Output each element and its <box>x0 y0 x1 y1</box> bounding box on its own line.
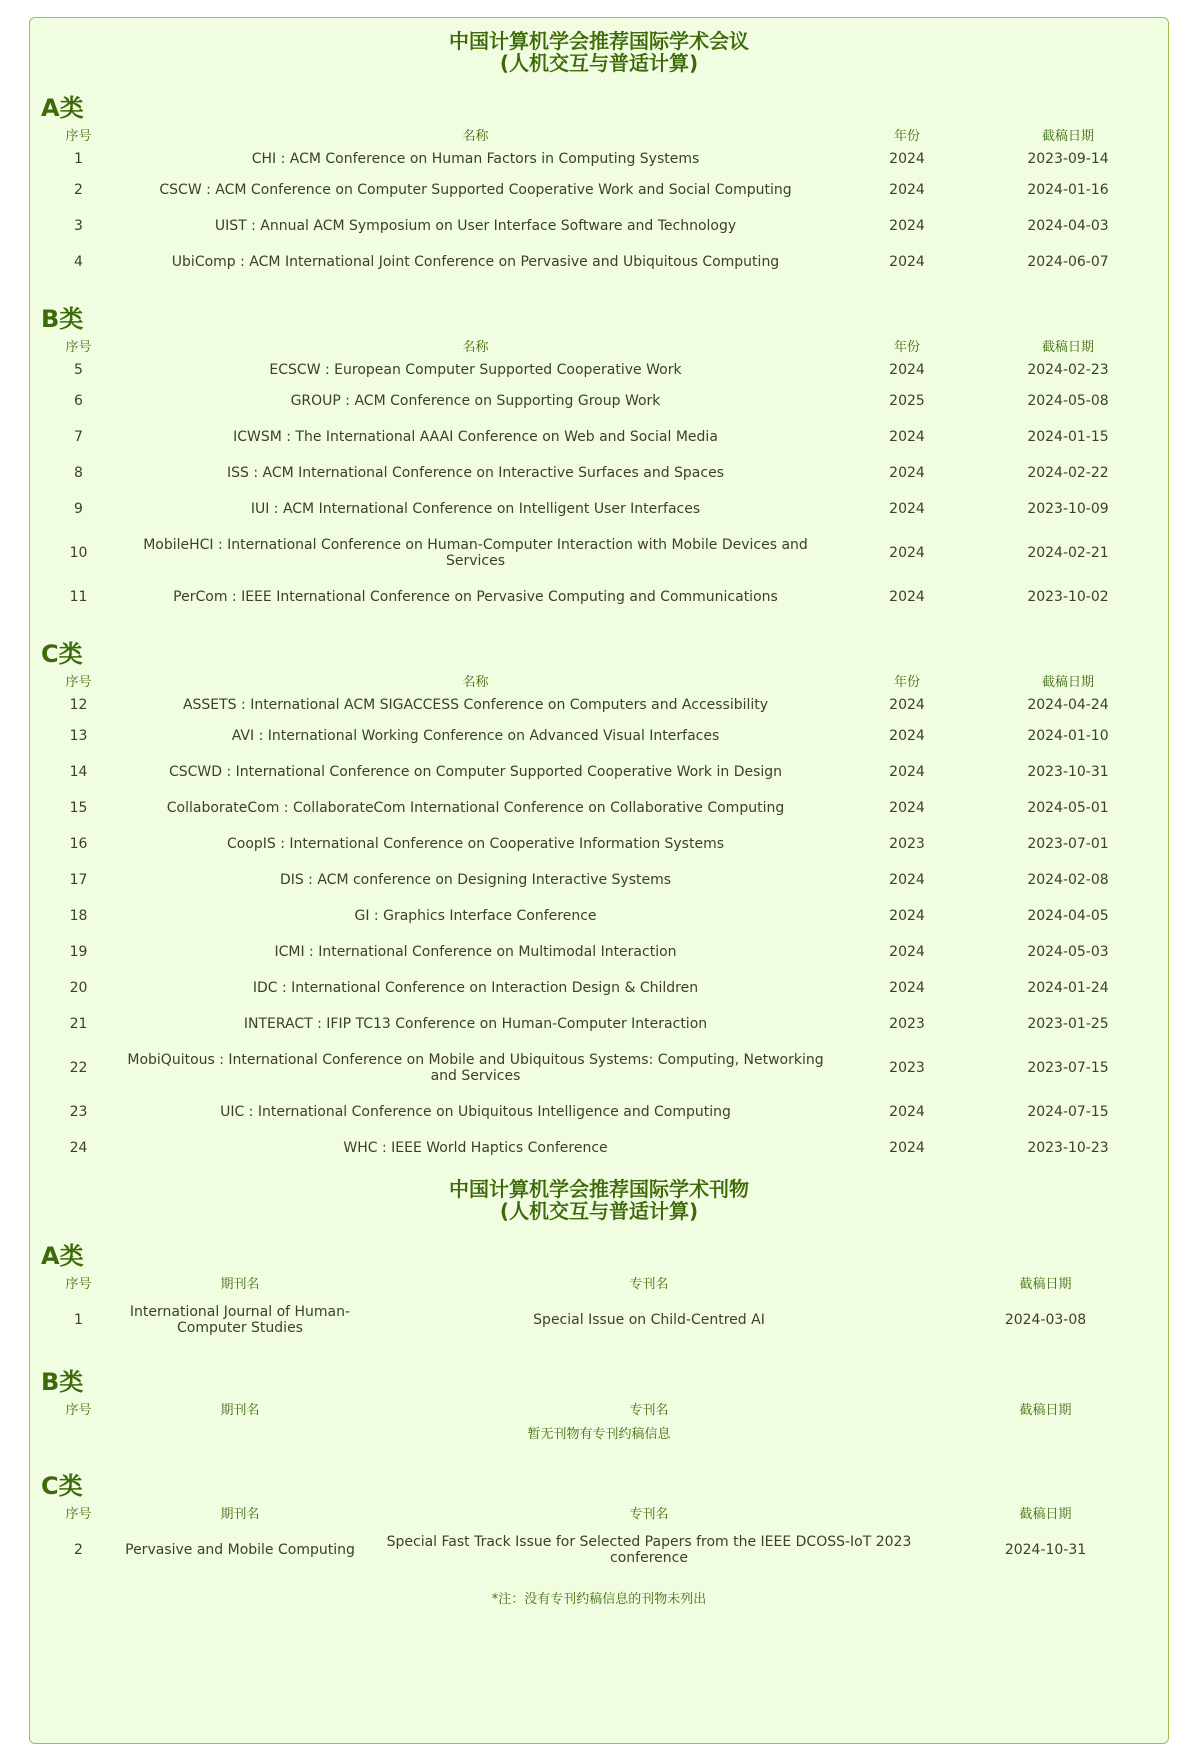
row-deadline: 2024-05-01 <box>1027 800 1109 816</box>
row-deadline: 2024-04-24 <box>1027 697 1109 713</box>
col-name-header: 名称 <box>462 128 489 144</box>
row-year: 2024 <box>889 908 925 924</box>
col-name-header: 名称 <box>462 674 489 690</box>
table-row <box>41 244 1157 280</box>
table-row <box>41 172 1157 208</box>
row-year: 2024 <box>889 545 925 561</box>
row-deadline: 2024-03-08 <box>1004 1312 1087 1328</box>
row-no: 7 <box>74 429 83 445</box>
row-no: 23 <box>69 1104 88 1120</box>
row-deadline: 2024-02-08 <box>1027 872 1109 888</box>
row-name: CSCW : ACM Conference on Computer Supported Cooperative Work and Social Computing <box>159 182 792 198</box>
row-year: 2024 <box>889 1104 925 1120</box>
table-row <box>41 1094 1157 1130</box>
conference-b-heading: B类 <box>41 305 84 333</box>
row-no: 17 <box>69 872 88 888</box>
col-issue-header: 专刊名 <box>629 1506 669 1522</box>
row-no: 4 <box>74 254 83 270</box>
row-name: ICWSM : The International AAAI Conference on Web and Social Media <box>233 429 718 445</box>
col-year-header: 年份 <box>893 674 920 690</box>
row-no: 22 <box>69 1060 88 1076</box>
col-no-header: 序号 <box>65 128 92 144</box>
row-year: 2024 <box>889 1140 925 1156</box>
row-no: 19 <box>69 944 88 960</box>
empty-row <box>41 1420 1157 1450</box>
row-issue: Special Fast Track Issue for Selected Papers from the IEEE DCOSS-IoT 2023 conference <box>386 1534 912 1566</box>
journal-a-table <box>41 1270 1157 1346</box>
row-deadline: 2023-07-01 <box>1027 836 1109 852</box>
table-row <box>41 718 1157 754</box>
journal-c-heading: C类 <box>41 1472 83 1500</box>
journal-a-heading: A类 <box>41 1242 84 1270</box>
table-row <box>41 383 1157 419</box>
conference-a-table <box>41 122 1157 280</box>
row-deadline: 2024-02-21 <box>1027 545 1109 561</box>
row-name: ISS : ACM International Conference on Interactive Surfaces and Spaces <box>227 465 724 481</box>
row-year: 2023 <box>889 836 925 852</box>
table-row <box>41 1130 1157 1166</box>
row-name: GI : Graphics Interface Conference <box>354 908 597 924</box>
row-year: 2024 <box>889 429 925 445</box>
col-no-header: 序号 <box>65 1506 92 1522</box>
row-name: CHI : ACM Conference on Human Factors in Computing Systems <box>251 151 700 167</box>
journal-b-heading: B类 <box>41 1368 84 1396</box>
col-year-header: 年份 <box>893 128 920 144</box>
table-row <box>41 934 1157 970</box>
row-no: 6 <box>74 393 83 409</box>
row-no: 12 <box>69 697 88 713</box>
table-row <box>41 455 1157 491</box>
col-no-header: 序号 <box>65 674 92 690</box>
row-deadline: 2024-04-03 <box>1027 218 1109 234</box>
table-row <box>41 146 1157 172</box>
col-journal-header: 期刊名 <box>220 1506 260 1522</box>
col-journal-header: 期刊名 <box>220 1402 260 1418</box>
row-deadline: 2024-05-03 <box>1027 944 1109 960</box>
row-name: CoopIS : International Conference on Cooperative Information Systems <box>226 836 725 852</box>
table-row <box>41 357 1157 383</box>
table-row <box>41 579 1157 615</box>
row-year: 2024 <box>889 362 925 378</box>
col-deadline-header: 截稿日期 <box>1019 1276 1072 1292</box>
row-year: 2024 <box>889 501 925 517</box>
row-year: 2024 <box>889 872 925 888</box>
row-name: IUI : ACM International Conference on Intelligent User Interfaces <box>250 501 701 517</box>
row-year: 2024 <box>889 254 925 270</box>
table-row <box>41 826 1157 862</box>
row-issue: Special Issue on Child-Centred AI <box>533 1312 765 1328</box>
row-no: 11 <box>69 589 88 605</box>
table-row <box>41 862 1157 898</box>
row-no: 1 <box>74 1312 83 1328</box>
row-journal: Pervasive and Mobile Computing <box>125 1542 355 1558</box>
journal-b-table <box>41 1396 1157 1450</box>
table-row <box>41 527 1157 579</box>
row-year: 2024 <box>889 944 925 960</box>
conference-b-table <box>41 333 1157 615</box>
row-name: UbiComp : ACM International Joint Conference on Pervasive and Ubiquitous Computing <box>171 254 780 270</box>
row-deadline: 2024-02-23 <box>1027 362 1109 378</box>
row-deadline: 2023-07-15 <box>1027 1060 1109 1076</box>
row-no: 2 <box>74 1542 83 1558</box>
col-journal-header: 期刊名 <box>220 1276 260 1292</box>
row-name: GROUP : ACM Conference on Supporting Group Work <box>290 393 661 409</box>
conference-c-table <box>41 668 1157 1166</box>
content-panel <box>29 17 1169 1744</box>
row-year: 2023 <box>889 1060 925 1076</box>
row-name: INTERACT : IFIP TC13 Conference on Human-Computer Interaction <box>243 1016 708 1032</box>
row-year: 2024 <box>889 697 925 713</box>
row-deadline: 2024-10-31 <box>1004 1542 1087 1558</box>
col-issue-header: 专刊名 <box>629 1402 669 1418</box>
row-year: 2024 <box>889 182 925 198</box>
row-no: 18 <box>69 908 88 924</box>
table-row <box>41 898 1157 934</box>
conference-title: 中国计算机学会推荐国际学术会议 <box>449 29 749 53</box>
row-year: 2024 <box>889 728 925 744</box>
row-deadline: 2023-10-31 <box>1027 764 1109 780</box>
row-name: WHC : IEEE World Haptics Conference <box>343 1140 608 1156</box>
row-name: ECSCW : European Computer Supported Cooperative Work <box>269 362 682 378</box>
row-no: 8 <box>74 465 83 481</box>
row-no: 9 <box>74 501 83 517</box>
conference-subtitle: (人机交互与普适计算) <box>499 51 699 75</box>
col-deadline-header: 截稿日期 <box>1041 128 1094 144</box>
row-year: 2025 <box>889 393 925 409</box>
row-name: MobileHCI : International Conference on Human-Computer Interaction with Mobile Devices and Services <box>143 537 808 569</box>
row-deadline: 2024-07-15 <box>1027 1104 1109 1120</box>
journal-subtitle: (人机交互与普适计算) <box>499 1199 699 1223</box>
row-year: 2024 <box>889 151 925 167</box>
row-no: 10 <box>69 545 88 561</box>
journal-c-table <box>41 1500 1157 1576</box>
table-row <box>41 1524 1157 1576</box>
row-year: 2024 <box>889 465 925 481</box>
table-row <box>41 754 1157 790</box>
col-year-header: 年份 <box>893 339 920 355</box>
row-no: 20 <box>69 980 88 996</box>
col-issue-header: 专刊名 <box>629 1276 669 1292</box>
row-deadline: 2024-02-22 <box>1027 465 1109 481</box>
row-deadline: 2023-09-14 <box>1027 151 1109 167</box>
row-no: 15 <box>69 800 88 816</box>
row-deadline: 2024-01-24 <box>1027 980 1109 996</box>
row-deadline: 2024-04-05 <box>1027 908 1109 924</box>
col-no-header: 序号 <box>65 1402 92 1418</box>
row-deadline: 2024-06-07 <box>1027 254 1109 270</box>
col-no-header: 序号 <box>65 1276 92 1292</box>
row-no: 24 <box>69 1140 88 1156</box>
row-no: 21 <box>69 1016 88 1032</box>
row-year: 2024 <box>889 764 925 780</box>
journal-title: 中国计算机学会推荐国际学术刊物 <box>449 1177 749 1201</box>
row-deadline: 2023-10-09 <box>1027 501 1109 517</box>
row-name: ICMI : International Conference on Multimodal Interaction <box>274 944 677 960</box>
row-no: 13 <box>69 728 88 744</box>
row-year: 2023 <box>889 1016 925 1032</box>
table-row <box>41 692 1157 718</box>
table-row <box>41 790 1157 826</box>
col-deadline-header: 截稿日期 <box>1019 1402 1072 1418</box>
col-deadline-header: 截稿日期 <box>1041 339 1094 355</box>
col-deadline-header: 截稿日期 <box>1019 1506 1072 1522</box>
row-name: PerCom : IEEE International Conference on Pervasive Computing and Communications <box>173 589 778 605</box>
row-name: DIS : ACM conference on Designing Interactive Systems <box>279 872 672 888</box>
row-deadline: 2024-01-16 <box>1027 182 1109 198</box>
row-name: UIST : Annual ACM Symposium on User Interface Software and Technology <box>214 218 737 234</box>
empty-message: 暂无刊物有专刊约稿信息 <box>527 1427 671 1442</box>
row-name: IDC : International Conference on Interaction Design & Children <box>252 980 699 996</box>
row-deadline: 2023-10-23 <box>1027 1140 1109 1156</box>
row-deadline: 2024-01-15 <box>1027 429 1109 445</box>
row-name: AVI : International Working Conference on Advanced Visual Interfaces <box>231 728 720 744</box>
table-row <box>41 1006 1157 1042</box>
row-deadline: 2024-01-10 <box>1027 728 1109 744</box>
table-row <box>41 491 1157 527</box>
table-row <box>41 1042 1157 1094</box>
row-journal: International Journal of Human-Computer Studies <box>129 1304 351 1336</box>
row-deadline: 2023-10-02 <box>1027 589 1109 605</box>
row-name: CSCWD : International Conference on Computer Supported Cooperative Work in Design <box>168 764 783 780</box>
row-no: 14 <box>69 764 88 780</box>
row-year: 2024 <box>889 800 925 816</box>
row-name: ASSETS : International ACM SIGACCESS Conference on Computers and Accessibility <box>182 697 769 713</box>
row-no: 16 <box>69 836 88 852</box>
row-no: 1 <box>74 151 83 167</box>
row-year: 2024 <box>889 218 925 234</box>
row-deadline: 2024-05-08 <box>1027 393 1109 409</box>
row-no: 3 <box>74 218 83 234</box>
table-row <box>41 208 1157 244</box>
col-no-header: 序号 <box>65 339 92 355</box>
row-name: MobiQuitous : International Conference on Mobile and Ubiquitous Systems: Computing, Networking and Services <box>127 1052 824 1084</box>
table-row <box>41 1294 1157 1346</box>
row-year: 2024 <box>889 589 925 605</box>
conference-c-heading: C类 <box>41 640 83 668</box>
row-year: 2024 <box>889 980 925 996</box>
col-deadline-header: 截稿日期 <box>1041 674 1094 690</box>
col-name-header: 名称 <box>462 339 489 355</box>
table-row <box>41 970 1157 1006</box>
conference-a-heading: A类 <box>41 94 84 122</box>
row-no: 5 <box>74 362 83 378</box>
footnote: *注：没有专刊约稿信息的刊物未列出 <box>491 1592 707 1607</box>
table-row <box>41 419 1157 455</box>
row-name: UIC : International Conference on Ubiquitous Intelligence and Computing <box>220 1104 731 1120</box>
row-no: 2 <box>74 182 83 198</box>
row-deadline: 2023-01-25 <box>1027 1016 1109 1032</box>
row-name: CollaborateCom : CollaborateCom International Conference on Collaborative Computing <box>166 800 785 816</box>
